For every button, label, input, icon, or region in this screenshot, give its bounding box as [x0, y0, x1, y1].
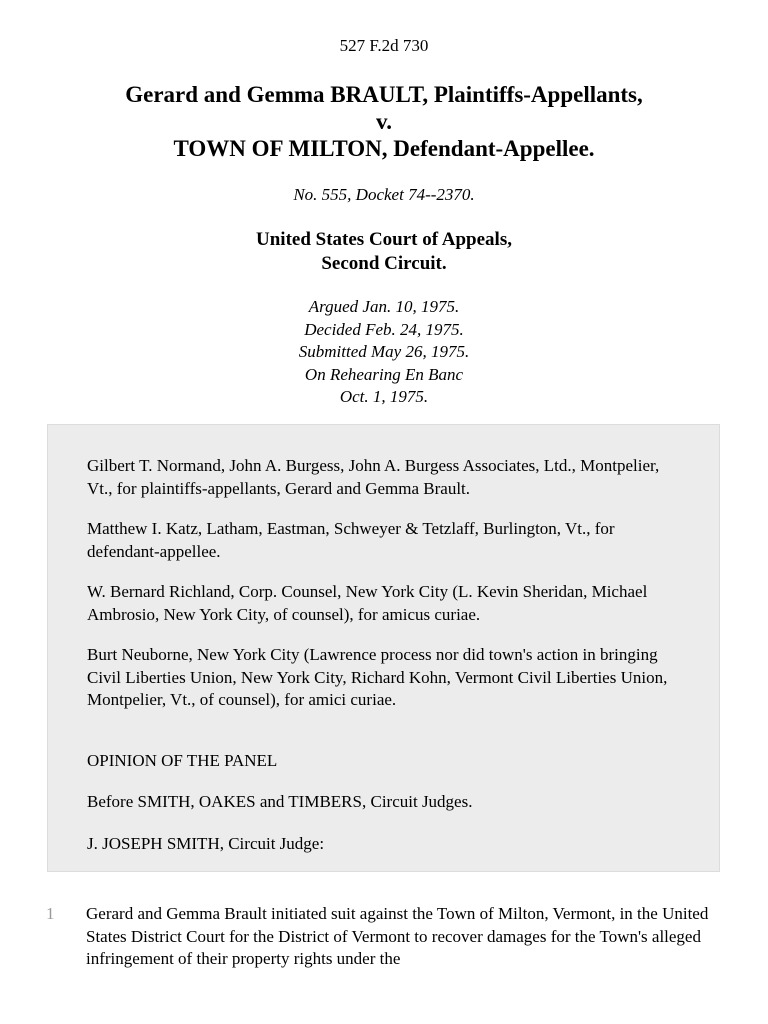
date-submitted: Submitted May 26, 1975. — [298, 342, 470, 361]
date-rehearing-date: Oct. 1, 1975. — [339, 387, 429, 406]
court-name-line-1: United States Court of Appeals, — [256, 229, 512, 250]
docket-number: No. 555, Docket 74--2370. — [293, 185, 475, 204]
counsel-amicus: W. Bernard Richland, Corp. Counsel, New York City (L. Kevin Sheridan, Michael Ambrosio, New York City, of counsel), for amicus curiae. — [87, 582, 648, 624]
bench-line: Before SMITH, OAKES and TIMBERS, Circuit Judges. — [87, 792, 473, 811]
case-citation: 527 F.2d 730 — [339, 36, 429, 55]
opinion-heading: OPINION OF THE PANEL — [87, 751, 278, 770]
counsel-amici: Burt Neuborne, New York City (Lawrence process nor did town's action in bringing Civil Liberties Union, New York City, Richard Kohn, Vermont Civil Liberties Union, Montpelier, Vt., of counsel), for amici curiae. — [87, 645, 668, 709]
counsel-panel — [47, 424, 720, 872]
court-name — [0, 228, 768, 276]
case-caption — [0, 81, 768, 162]
caption-plaintiffs: Gerard and Gemma BRAULT, Plaintiffs-Appellants, — [125, 82, 643, 107]
author-line: J. JOSEPH SMITH, Circuit Judge: — [87, 834, 325, 853]
date-decided: Decided Feb. 24, 1975. — [304, 319, 464, 339]
counsel-defendant: Matthew I. Katz, Latham, Eastman, Schweyer & Tetzlaff, Burlington, Vt., for defendant-appellee. — [87, 519, 615, 561]
court-name-line-2: Second Circuit. — [321, 253, 447, 274]
counsel-plaintiffs: Gilbert T. Normand, John A. Burgess, John A. Burgess Associates, Ltd., Montpelier, Vt., for plaintiffs-appellants, Gerard and Gemma Brault. — [87, 456, 660, 498]
caption-versus: v. — [376, 109, 392, 134]
date-argued: Argued Jan. 10, 1975. — [308, 297, 460, 316]
date-rehearing: On Rehearing En Banc — [304, 364, 464, 384]
case-dates — [0, 296, 768, 409]
caption-defendant: TOWN OF MILTON, Defendant-Appellee. — [173, 136, 595, 161]
paragraph-text: Gerard and Gemma Brault initiated suit against the Town of Milton, Vermont, in the United States District Court for the District of Vermont to recover damages for the Town's alleged infringement of their property rights under the — [86, 904, 709, 968]
paragraph-number: 1 — [46, 904, 55, 923]
